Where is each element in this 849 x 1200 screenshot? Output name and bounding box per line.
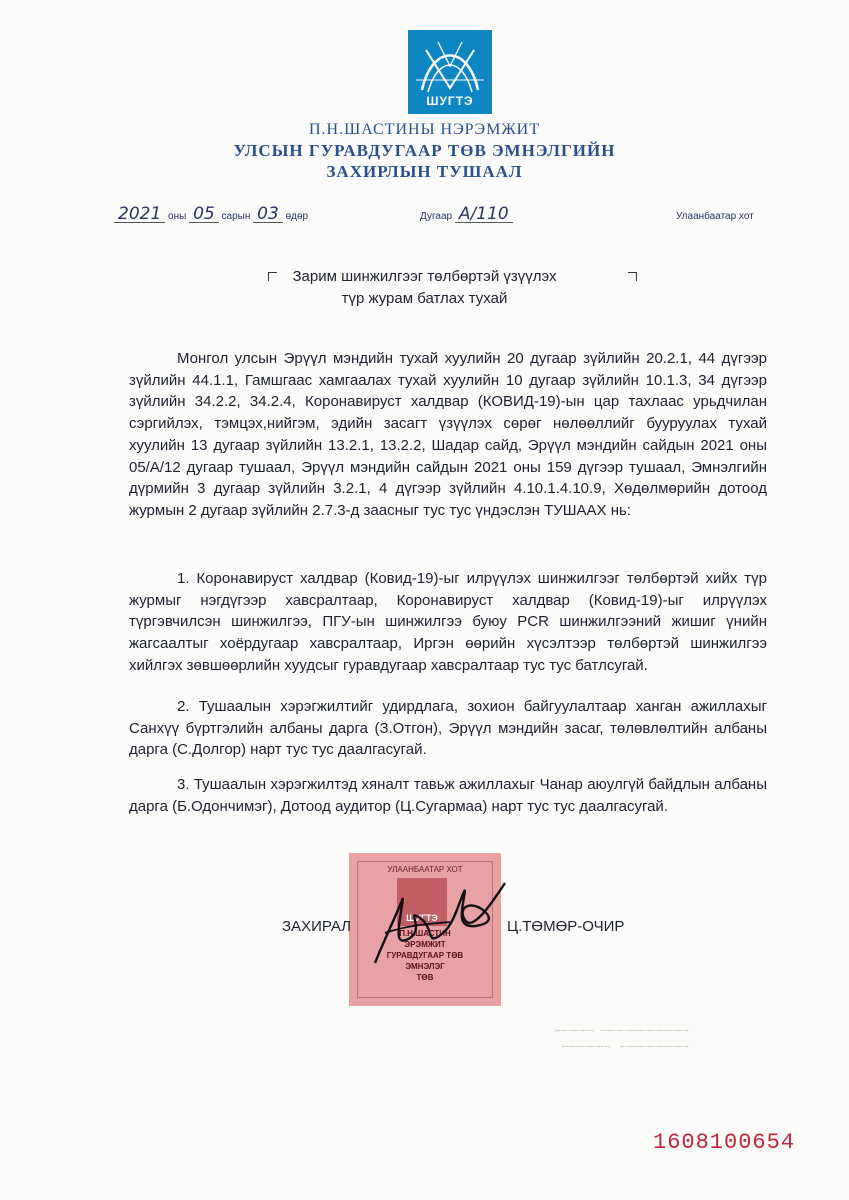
stamp-line: ЭМНЭЛЭГ	[405, 962, 445, 971]
order-place: Улаанбаатар хот	[676, 211, 754, 222]
preamble-paragraph: Монгол улсын Эрүүл мэндийн тухай хуулийн 20 дугаар зүйлийн 20.2.1, 44 дүгээр зүйлийн 44.1.1, Гамшгаас хамгаалах тухай хуулийн 10 дугаар зүйлийн 10.1.3, 34 дүгээр зүйлийн 34.2.2, 34.2.4, Коронавируст халдвар (КОВИД-19)-ын цар тахлаас урьдчилан сэргийлэх, тэмцэх,нийгэм, эдийн засагт үзүүлэх сөрөг нөлөөллийг бууруулах тухай хуулийн 13 дугаар зүйлийн 13.2.1, 13.2.2, Шадар сайд, Эрүүл мэндийн сайдын 2021 оны 05/А/12 дугаар тушаал, Эрүүл мэндийн сайдын 2021 оны 159 дүгээр тушаал, Эмнэлгийн дүрмийн 3 дугаар зүйлийн 3.2.1, 4 дүгээр зүйлийн 4.10.1.4.10.9, Хөдөлмөрийн дотоод журмын 2 дугаар зүйлийн 2.7.3-д заасныг тус тус үндэслэн ТУШААХ нь:	[129, 350, 767, 519]
stamp-top-text: УЛААНБААТАР ХОТ	[387, 865, 463, 874]
date-month: 05	[189, 206, 219, 223]
signatory-name: Ц.ТӨМӨР-ОЧИР	[507, 918, 625, 935]
bleed-through-text: ꟷꟷꟷꟷꟷꟷꟷꟷꟷ ꟷꟷꟷꟷ ꟷꟷꟷꟷꟷꟷꟷ ꟷꟷꟷꟷꟷ	[555, 1024, 689, 1054]
order-item-1: 1. Коронавируст халдвар (Ковид-19)-ыг илрүүлэх шинжилгээг төлбөртэй хийх түр журмыг нэгдүгээр хавсралтаар, Коронавируст халдвар (Ковид-19)-ыг илрүүлэх түргэвчилсэн шинжилгээ, ПГУ-ын шинжилгээ буюу PCR шинжилгээний жишиг үнийн жагсаалтыг хоёрдугаар хавсралтаар, Иргэн өөрийн хүсэлтээр төлбөртэй шинжилгээ хийлгэх зөвшөөрлийн хуудсыг гуравдугаар хавсралтаар тус тус батлсугай.	[129, 570, 767, 674]
logo-text: ШУГТЭ	[426, 94, 474, 108]
date-month-suffix: сарын	[221, 211, 251, 222]
document-serial-number: 1608100654	[653, 1130, 796, 1155]
signatory-title: ЗАХИРАЛ	[282, 918, 352, 935]
order-subject	[0, 266, 849, 310]
stamp-logo-text: ШУГТЭ	[406, 913, 438, 923]
order-number	[420, 206, 513, 223]
order-item-2: 2. Тушаалын хэрэгжилтийг удирдлага, зохион байгуулалтаар ханган ажиллахыг Санхүү бүртгэлийн албаны дарга (З.Отгон), Эрүүл мэндийн засаг, төлөвлөлтийн албаны дарга (С.Долгор) нарт тус тус даалгасугай.	[129, 698, 767, 759]
date-year: 2021	[114, 206, 165, 223]
date-day: 03	[253, 206, 283, 223]
date-day-suffix: өдөр	[285, 211, 309, 222]
subject-line-1: Зарим шинжилгээг төлбөртэй үзүүлэх	[292, 268, 557, 285]
handwritten-signature	[365, 878, 515, 968]
date-year-suffix: оны	[168, 211, 187, 222]
stamp-line: П.Н.ШАСТИН	[399, 929, 451, 938]
stamp-line: ГУРАВДУГААР ТӨВ	[386, 951, 464, 960]
subject-line-2: түр журам батлах тухай	[341, 290, 508, 307]
hospital-logo	[408, 30, 492, 114]
order-number-label: Дугаар	[420, 211, 453, 222]
stamp-line: ЭРЭМЖИТ	[404, 940, 446, 949]
stamp-line: ТӨВ	[416, 973, 434, 982]
header-line-2: УЛСЫН ГУРАВДУГААР ТӨВ ЭМНЭЛГИЙН	[233, 141, 616, 160]
order-date	[114, 206, 308, 223]
order-item-3: 3. Тушаалын хэрэгжилтэд хяналт тавьж ажиллахыг Чанар аюулгүй байдлын албаны дарга (Б.Одончимэг), Дотоод аудитор (Ц.Сугармаа) нарт тус тус даалгасугай.	[129, 776, 767, 815]
header-title: ЗАХИРЛЫН ТУШААЛ	[326, 162, 523, 181]
order-number-value: А/110	[455, 206, 513, 223]
header-line-1: П.Н.ШАСТИНЫ НЭРЭМЖИТ	[309, 121, 540, 138]
